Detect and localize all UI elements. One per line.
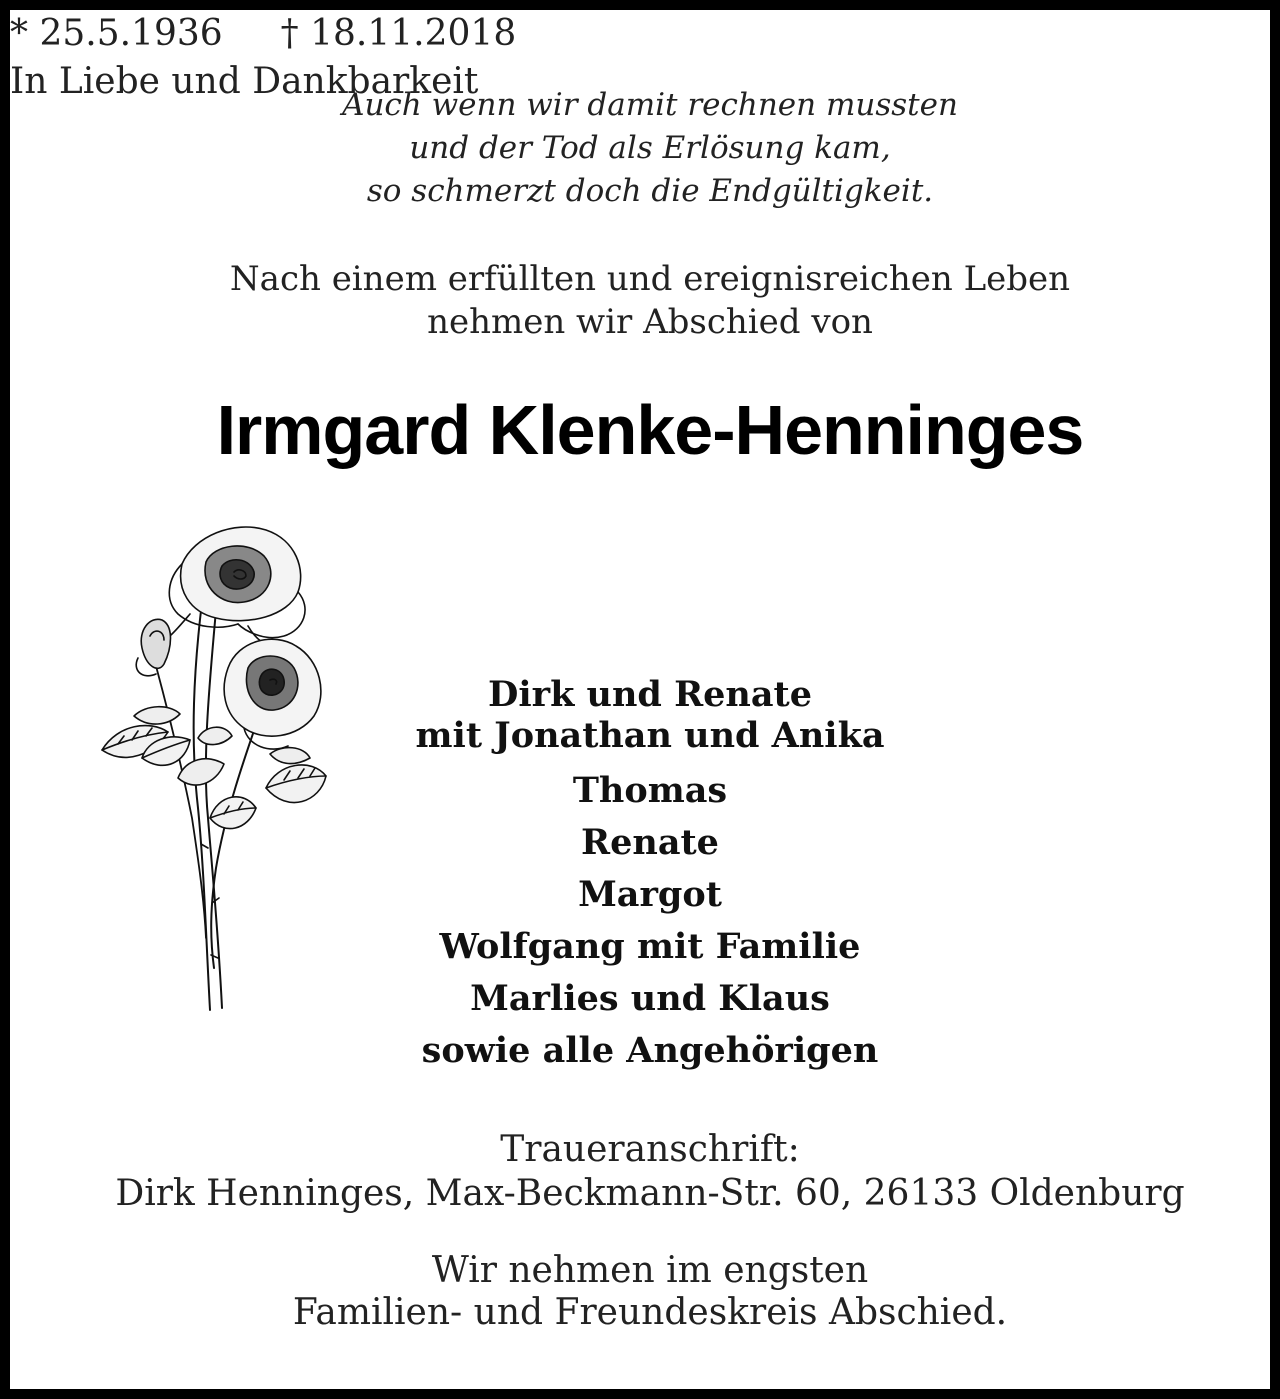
mourner-line: Dirk und Renate xyxy=(488,674,812,715)
closing-text xyxy=(10,1250,1280,1334)
mourner-line: mit Jonathan und Anika xyxy=(415,715,885,756)
address-value: Dirk Henninges, Max-Beckmann-Str. 60, 26133 Oldenburg xyxy=(115,1173,1185,1214)
mourner-line: Thomas xyxy=(572,770,728,811)
intro-text xyxy=(10,258,1280,344)
intro-line: Nach einem erfüllten und ereignisreichen Leben xyxy=(229,259,1071,299)
quote-line: Auch wenn wir damit rechnen mussten xyxy=(342,87,958,123)
birth-date: * 25.5.1936 xyxy=(10,13,223,54)
rose-illustration-icon xyxy=(98,518,338,1018)
closing-line: Familien- und Freundeskreis Abschied. xyxy=(292,1292,1008,1333)
intro-line: nehmen wir Abschied von xyxy=(427,302,873,342)
quote-line: so schmerzt doch die Endgültigkeit. xyxy=(366,173,934,209)
life-dates xyxy=(10,10,550,58)
closing-line: Wir nehmen im engsten xyxy=(431,1250,869,1291)
death-date: † 18.11.2018 xyxy=(280,13,517,54)
dedication: In Liebe und Dankbarkeit xyxy=(10,61,479,102)
quote-line: und der Tod als Erlösung kam, xyxy=(409,130,891,166)
mourning-address xyxy=(10,1128,1280,1216)
deceased-name: Irmgard Klenke-Henninges xyxy=(216,391,1084,469)
mourner-line: Wolfgang mit Familie xyxy=(439,926,861,967)
mourner-line: Marlies und Klaus xyxy=(470,978,830,1019)
opening-quote xyxy=(10,84,1280,213)
address-label: Traueranschrift: xyxy=(500,1129,800,1170)
mourner-line: sowie alle Angehörigen xyxy=(421,1030,879,1071)
mourner-line: Renate xyxy=(581,822,719,863)
mourner-line: Margot xyxy=(578,874,722,915)
